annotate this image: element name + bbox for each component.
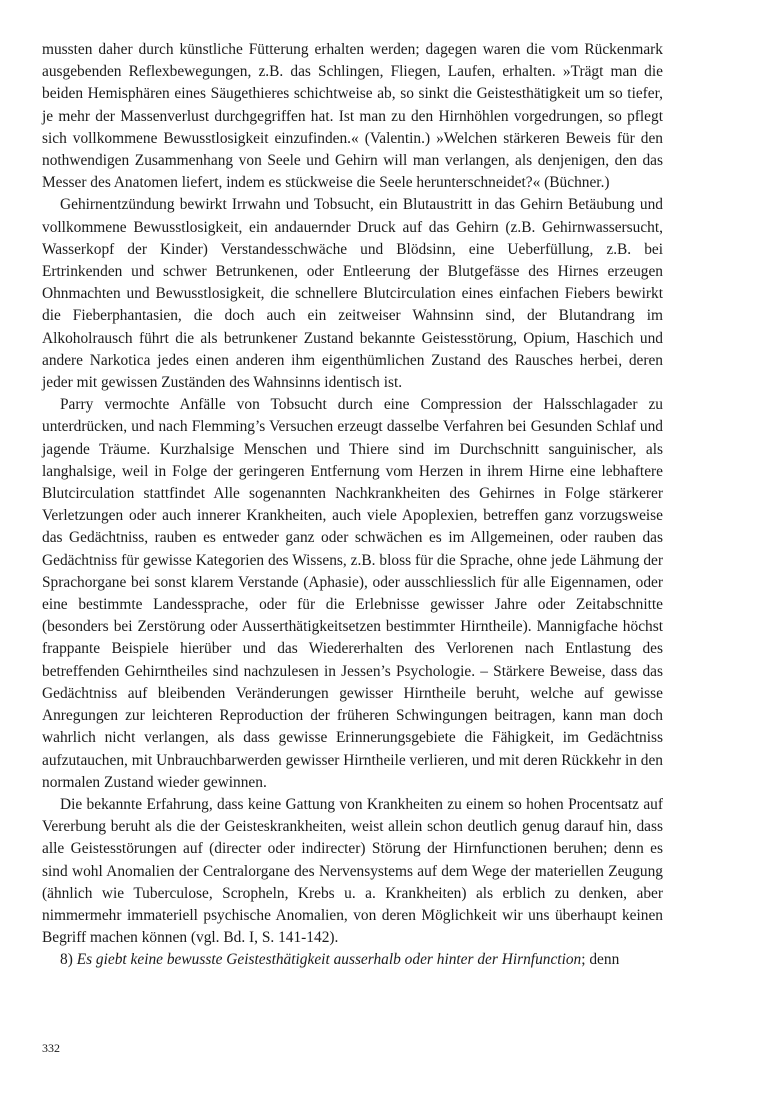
section-number: 8) [60, 951, 73, 969]
paragraph-3: Parry vermochte Anfälle von Tobsucht durch eine Compression der Halsschlagader zu unterdrücken, und nach Flemming’s Versuchen erzeugt dasselbe Verfahren bei Gesunden Schlaf und jagende Träume. Kurzhalsige Menschen und Thiere sind im Durchschnitt sanguinischer, als langhalsige, weil in Folge der geringeren Entfernung vom Herzen in ihrem Hirne eine lebhaftere Blutcirculation stattfindet Alle sogenannten Nachkrankheiten des Gehirnes in Folge stärkerer Verletzungen oder auch innerer Krankheiten, auch viele Apoplexien, betreffen ganz vorzugsweise das Gedächtniss, rauben es entweder ganz oder schwächen es im Allgemeinen, oder rauben das Gedächtniss für gewisse Kategorien des Wissens, z.B. bloss für die Sprache, ohne jede Lähmung der Sprachorgane bei sonst klarem Verstande (Aphasie), oder ausschliesslich für alle Eigennamen, oder eine bestimmte Landessprache, oder für die Erlebnisse gewisser Jahre oder Zeitabschnitte (besonders bei Zerstörung oder Ausserthätigkeitsetzen bestimmter Hirntheile). Mannigfache höchst frappante Beispiele hierüber und das Wiedererhalten des Verlorenen nach Entlastung des betreffenden Gehirntheiles sind nachzulesen in Jessen’s Psychologie. – Stärkere Beweise, dass das Gedächtniss auf bleibenden Veränderungen gewisser Hirntheile beruht, welche auf gewisse Anregungen zur leichteren Reproduction der früheren Schwingungen beitragen, kann man doch wahrlich nicht verlangen, als dass gewisse Erinnerungsgebiete die Fähigkeit, im Gedächtniss aufzutauchen, mit Unbrauchbarwerden gewisser Hirntheile verlieren, und mit deren Rückkehr in den normalen Zustand wieder gewinnen. [42, 396, 663, 791]
page-number: 332 [42, 1041, 60, 1055]
page-body [42, 39, 663, 972]
paragraph-2: Gehirnentzündung bewirkt Irrwahn und Tobsucht, ein Blutaustritt in das Gehirn Betäubung und vollkommene Bewusstlosigkeit, ein andauernder Druck auf das Gehirn (z.B. Gehirnwassersucht, Wasserkopf der Kinder) Verstandesschwäche und Blödsinn, eine Ueberfüllung, z.B. bei Ertrinkenden und schwer Betrunkenen, oder Entleerung der Blutgefässe des Hirnes erzeugen Ohnmachten und Bewusstlosigkeit, die schnellere Blutcirculation eines einfachen Fiebers bewirkt die Fieberphantasien, die doch auch ein zeitweiser Wahnsinn sind, der Blutandrang im Alkoholrausch führt die als betrunkener Zustand bekannte Geistesstörung, Opium, Haschich und andere Narkotica jedes einen anderen ihm eigenthümlichen Zustand des Rausches herbei, deren jeder mit gewissen Zuständen des Wahnsinns identisch ist. [42, 196, 663, 392]
paragraph-1: mussten daher durch künstliche Fütterung erhalten werden; dagegen waren die vom Rückenmark ausgebenden Reflexbewegungen, z.B. das Schlingen, Fliegen, Laufen, erhalten. »Trägt man die beiden Hemisphären eines Säugethieres schichtweise ab, so sinkt die Geistesthätigkeit um so tiefer, je mehr der Massenverlust durchgegriffen hat. Ist man zu den Hirnhöhlen vorgedrungen, so pflegt sich vollkommene Bewusstlosigkeit einzufinden.« (Valentin.) »Welchen stärkeren Beweis für den nothwendigen Zusammenhang von Seele und Gehirn will man verlangen, als denjenigen, den das Messer des Anatomen liefert, indem es stückweise die Seele herunterschneidet?« (Büchner.) [42, 41, 663, 192]
paragraph-5 [42, 949, 663, 971]
paragraph-4: Die bekannte Erfahrung, dass keine Gattung von Krankheiten zu einem so hohen Procentsatz auf Vererbung beruht als die der Geisteskrankheiten, weist allein schon deutlich genug darauf hin, dass alle Geistesstörungen auf (directer oder indirecter) Störung der Hirnfunctionen beruhen; denn es sind wohl Anomalien der Centralorgane des Nervensystems auf dem Wege der materiellen Zeugung (ähnlich wie Tuberculose, Scropheln, Krebs u. a. Krankheiten) als erblich zu denken, aber nimmermehr immateriell psychische Anomalien, von deren Möglichkeit wir uns überhaupt keinen Begriff machen können (vgl. Bd. I, S. 141-142). [42, 795, 663, 947]
section-thesis: Es giebt keine bewusste Geistesthätigkeit ausserhalb oder hinter der Hirnfunction [76, 951, 582, 969]
section-tail: ; denn [581, 951, 620, 969]
